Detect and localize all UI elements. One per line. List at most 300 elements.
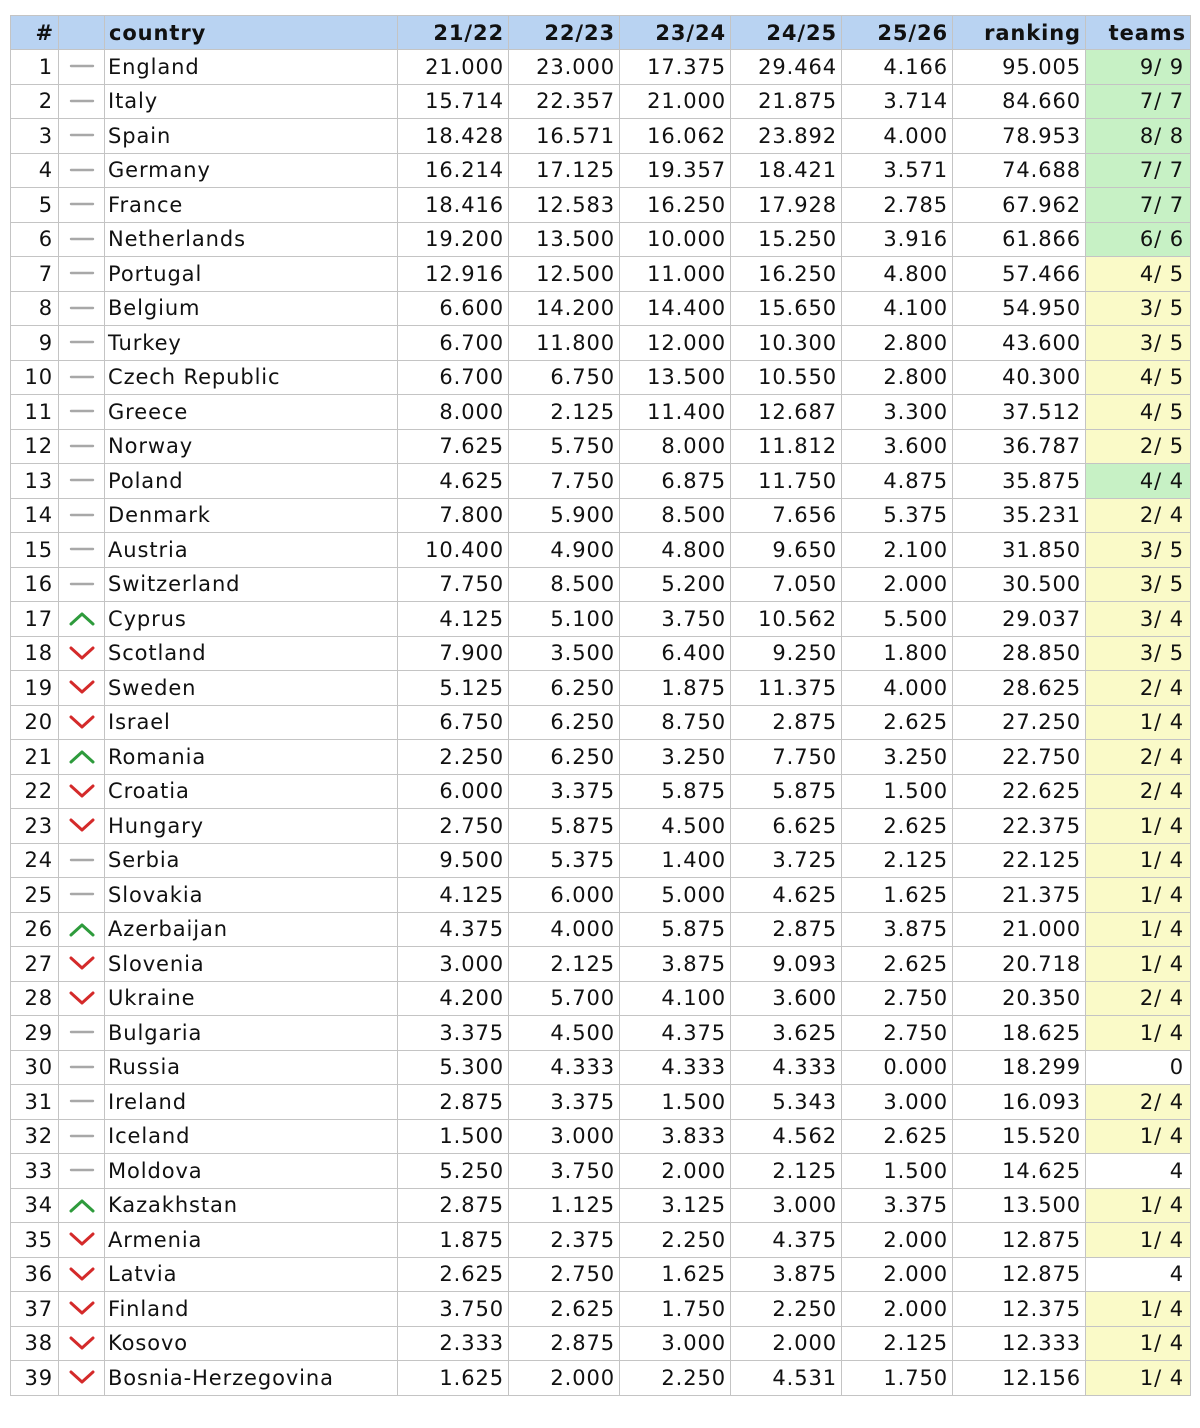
rank-cell: 35 bbox=[11, 1223, 59, 1258]
ranking-cell: 22.375 bbox=[953, 809, 1086, 844]
score-2223-cell: 5.100 bbox=[509, 602, 620, 637]
score-2223-cell: 3.500 bbox=[509, 636, 620, 671]
trend-cell bbox=[59, 464, 105, 499]
score-2526-cell: 2.750 bbox=[842, 981, 953, 1016]
table-row[interactable] bbox=[11, 1223, 1191, 1258]
score-2122-cell: 7.800 bbox=[398, 498, 509, 533]
score-2223-cell: 2.125 bbox=[509, 395, 620, 430]
score-2324-cell: 2.000 bbox=[620, 1154, 731, 1189]
ranking-cell: 14.625 bbox=[953, 1154, 1086, 1189]
score-2526-cell: 2.000 bbox=[842, 1292, 953, 1327]
rank-cell: 27 bbox=[11, 947, 59, 982]
dash-icon bbox=[69, 504, 95, 528]
score-2526-cell: 2.100 bbox=[842, 533, 953, 568]
score-2223-cell: 4.000 bbox=[509, 912, 620, 947]
ranking-cell: 12.875 bbox=[953, 1223, 1086, 1258]
score-2526-cell: 4.000 bbox=[842, 671, 953, 706]
score-2223-cell: 4.500 bbox=[509, 1016, 620, 1051]
arrow-down-icon bbox=[69, 1366, 95, 1390]
table-row[interactable] bbox=[11, 188, 1191, 223]
ranking-cell: 37.512 bbox=[953, 395, 1086, 430]
dash-icon bbox=[69, 159, 95, 183]
trend-cell bbox=[59, 636, 105, 671]
trend-cell bbox=[59, 1119, 105, 1154]
score-2223-cell: 5.375 bbox=[509, 843, 620, 878]
score-2526-cell: 3.600 bbox=[842, 429, 953, 464]
score-2526-cell: 2.800 bbox=[842, 360, 953, 395]
score-2425-cell: 10.550 bbox=[731, 360, 842, 395]
teams-cell: 1/ 4 bbox=[1086, 1016, 1191, 1051]
country-cell: Scotland bbox=[105, 636, 398, 671]
score-2122-cell: 2.250 bbox=[398, 740, 509, 775]
table-row[interactable] bbox=[11, 843, 1191, 878]
ranking-cell: 12.375 bbox=[953, 1292, 1086, 1327]
rank-cell: 4 bbox=[11, 153, 59, 188]
score-2425-cell: 2.250 bbox=[731, 1292, 842, 1327]
score-2526-cell: 3.714 bbox=[842, 84, 953, 119]
score-2324-cell: 16.062 bbox=[620, 119, 731, 154]
table-row[interactable] bbox=[11, 912, 1191, 947]
score-2324-cell: 5.875 bbox=[620, 912, 731, 947]
dash-icon bbox=[69, 1021, 95, 1045]
rank-cell: 28 bbox=[11, 981, 59, 1016]
score-2324-cell: 1.875 bbox=[620, 671, 731, 706]
country-cell: Slovenia bbox=[105, 947, 398, 982]
arrow-down-icon bbox=[69, 987, 95, 1011]
table-row[interactable] bbox=[11, 1050, 1191, 1085]
score-2425-cell: 29.464 bbox=[731, 50, 842, 85]
score-2324-cell: 1.400 bbox=[620, 843, 731, 878]
trend-cell bbox=[59, 188, 105, 223]
score-2223-cell: 8.500 bbox=[509, 567, 620, 602]
rank-cell: 11 bbox=[11, 395, 59, 430]
table-row[interactable] bbox=[11, 360, 1191, 395]
score-2425-cell: 3.875 bbox=[731, 1257, 842, 1292]
teams-cell: 1/ 4 bbox=[1086, 705, 1191, 740]
score-2324-cell: 1.500 bbox=[620, 1085, 731, 1120]
score-2526-cell: 2.800 bbox=[842, 326, 953, 361]
score-2324-cell: 4.333 bbox=[620, 1050, 731, 1085]
header-2425[interactable]: 24/25 bbox=[731, 16, 842, 50]
score-2223-cell: 1.125 bbox=[509, 1188, 620, 1223]
ranking-cell: 28.850 bbox=[953, 636, 1086, 671]
score-2526-cell: 3.916 bbox=[842, 222, 953, 257]
score-2425-cell: 17.928 bbox=[731, 188, 842, 223]
trend-cell bbox=[59, 705, 105, 740]
table-row[interactable] bbox=[11, 1154, 1191, 1189]
rank-cell: 9 bbox=[11, 326, 59, 361]
ranking-cell: 12.156 bbox=[953, 1361, 1086, 1396]
rank-cell: 15 bbox=[11, 533, 59, 568]
dash-icon bbox=[69, 400, 95, 424]
trend-cell bbox=[59, 50, 105, 85]
dash-icon bbox=[69, 124, 95, 148]
table-row[interactable] bbox=[11, 705, 1191, 740]
ranking-cell: 74.688 bbox=[953, 153, 1086, 188]
teams-cell: 4/ 5 bbox=[1086, 257, 1191, 292]
score-2223-cell: 16.571 bbox=[509, 119, 620, 154]
table-row[interactable] bbox=[11, 291, 1191, 326]
teams-cell: 1/ 4 bbox=[1086, 878, 1191, 913]
country-cell: Netherlands bbox=[105, 222, 398, 257]
table-row[interactable] bbox=[11, 602, 1191, 637]
teams-cell: 1/ 4 bbox=[1086, 1292, 1191, 1327]
country-cell: Germany bbox=[105, 153, 398, 188]
country-cell: Sweden bbox=[105, 671, 398, 706]
table-row[interactable] bbox=[11, 809, 1191, 844]
country-cell: Israel bbox=[105, 705, 398, 740]
table-row[interactable] bbox=[11, 533, 1191, 568]
trend-cell bbox=[59, 1326, 105, 1361]
score-2425-cell: 3.600 bbox=[731, 981, 842, 1016]
teams-cell: 1/ 4 bbox=[1086, 1326, 1191, 1361]
score-2122-cell: 6.000 bbox=[398, 774, 509, 809]
dash-icon bbox=[69, 331, 95, 355]
country-cell: Armenia bbox=[105, 1223, 398, 1258]
score-2223-cell: 12.583 bbox=[509, 188, 620, 223]
teams-cell: 3/ 5 bbox=[1086, 533, 1191, 568]
trend-cell bbox=[59, 222, 105, 257]
score-2324-cell: 10.000 bbox=[620, 222, 731, 257]
table-row[interactable] bbox=[11, 429, 1191, 464]
table-row[interactable] bbox=[11, 326, 1191, 361]
trend-cell bbox=[59, 84, 105, 119]
teams-cell: 2/ 4 bbox=[1086, 1085, 1191, 1120]
table-row[interactable] bbox=[11, 498, 1191, 533]
trend-cell bbox=[59, 602, 105, 637]
header-2526[interactable]: 25/26 bbox=[842, 16, 953, 50]
score-2223-cell: 17.125 bbox=[509, 153, 620, 188]
arrow-down-icon bbox=[69, 1228, 95, 1252]
score-2425-cell: 2.875 bbox=[731, 705, 842, 740]
score-2526-cell: 0.000 bbox=[842, 1050, 953, 1085]
score-2526-cell: 2.000 bbox=[842, 567, 953, 602]
trend-cell bbox=[59, 774, 105, 809]
country-cell: Moldova bbox=[105, 1154, 398, 1189]
ranking-cell: 36.787 bbox=[953, 429, 1086, 464]
score-2324-cell: 4.100 bbox=[620, 981, 731, 1016]
teams-cell: 1/ 4 bbox=[1086, 1361, 1191, 1396]
ranking-cell: 20.350 bbox=[953, 981, 1086, 1016]
teams-cell: 6/ 6 bbox=[1086, 222, 1191, 257]
rank-cell: 34 bbox=[11, 1188, 59, 1223]
rank-cell: 21 bbox=[11, 740, 59, 775]
score-2223-cell: 2.875 bbox=[509, 1326, 620, 1361]
table-row[interactable] bbox=[11, 257, 1191, 292]
header-2122[interactable]: 21/22 bbox=[398, 16, 509, 50]
score-2425-cell: 9.093 bbox=[731, 947, 842, 982]
country-cell: Finland bbox=[105, 1292, 398, 1327]
score-2223-cell: 14.200 bbox=[509, 291, 620, 326]
score-2122-cell: 9.500 bbox=[398, 843, 509, 878]
rank-cell: 24 bbox=[11, 843, 59, 878]
table-row[interactable] bbox=[11, 774, 1191, 809]
score-2526-cell: 3.875 bbox=[842, 912, 953, 947]
country-cell: Norway bbox=[105, 429, 398, 464]
score-2223-cell: 4.900 bbox=[509, 533, 620, 568]
header-2223[interactable]: 22/23 bbox=[509, 16, 620, 50]
score-2425-cell: 3.000 bbox=[731, 1188, 842, 1223]
score-2526-cell: 1.625 bbox=[842, 878, 953, 913]
ranking-cell: 16.093 bbox=[953, 1085, 1086, 1120]
trend-cell bbox=[59, 119, 105, 154]
header-ranking[interactable]: ranking bbox=[953, 16, 1086, 50]
table-row[interactable] bbox=[11, 395, 1191, 430]
ranking-cell: 12.333 bbox=[953, 1326, 1086, 1361]
trend-cell bbox=[59, 291, 105, 326]
score-2122-cell: 1.500 bbox=[398, 1119, 509, 1154]
dash-icon bbox=[69, 90, 95, 114]
score-2526-cell: 4.800 bbox=[842, 257, 953, 292]
score-2324-cell: 13.500 bbox=[620, 360, 731, 395]
score-2122-cell: 6.600 bbox=[398, 291, 509, 326]
country-cell: Italy bbox=[105, 84, 398, 119]
country-cell: Latvia bbox=[105, 1257, 398, 1292]
country-cell: Switzerland bbox=[105, 567, 398, 602]
country-cell: Turkey bbox=[105, 326, 398, 361]
score-2122-cell: 21.000 bbox=[398, 50, 509, 85]
rank-cell: 3 bbox=[11, 119, 59, 154]
teams-cell: 1/ 4 bbox=[1086, 1188, 1191, 1223]
header-rank[interactable]: # bbox=[11, 16, 59, 50]
score-2425-cell: 16.250 bbox=[731, 257, 842, 292]
score-2223-cell: 23.000 bbox=[509, 50, 620, 85]
score-2425-cell: 3.625 bbox=[731, 1016, 842, 1051]
table-row[interactable] bbox=[11, 50, 1191, 85]
teams-cell: 7/ 7 bbox=[1086, 153, 1191, 188]
trend-cell bbox=[59, 981, 105, 1016]
ranking-cell: 54.950 bbox=[953, 291, 1086, 326]
trend-cell bbox=[59, 257, 105, 292]
score-2122-cell: 7.750 bbox=[398, 567, 509, 602]
teams-cell: 1/ 4 bbox=[1086, 1223, 1191, 1258]
teams-cell: 2/ 4 bbox=[1086, 671, 1191, 706]
table-row[interactable] bbox=[11, 1119, 1191, 1154]
score-2223-cell: 5.700 bbox=[509, 981, 620, 1016]
dash-icon bbox=[69, 1159, 95, 1183]
score-2425-cell: 10.300 bbox=[731, 326, 842, 361]
country-cell: Azerbaijan bbox=[105, 912, 398, 947]
rank-cell: 10 bbox=[11, 360, 59, 395]
score-2425-cell: 18.421 bbox=[731, 153, 842, 188]
score-2223-cell: 5.875 bbox=[509, 809, 620, 844]
score-2526-cell: 2.000 bbox=[842, 1223, 953, 1258]
table-row[interactable] bbox=[11, 947, 1191, 982]
country-cell: Slovakia bbox=[105, 878, 398, 913]
ranking-cell: 27.250 bbox=[953, 705, 1086, 740]
score-2324-cell: 5.000 bbox=[620, 878, 731, 913]
ranking-cell: 43.600 bbox=[953, 326, 1086, 361]
country-cell: Romania bbox=[105, 740, 398, 775]
teams-cell: 1/ 4 bbox=[1086, 1119, 1191, 1154]
score-2425-cell: 7.750 bbox=[731, 740, 842, 775]
score-2122-cell: 6.750 bbox=[398, 705, 509, 740]
rank-cell: 29 bbox=[11, 1016, 59, 1051]
score-2425-cell: 2.000 bbox=[731, 1326, 842, 1361]
header-country[interactable]: country bbox=[105, 16, 398, 50]
rank-cell: 20 bbox=[11, 705, 59, 740]
arrow-up-icon bbox=[69, 745, 95, 769]
score-2425-cell: 4.562 bbox=[731, 1119, 842, 1154]
score-2324-cell: 4.375 bbox=[620, 1016, 731, 1051]
dash-icon bbox=[69, 366, 95, 390]
table-row[interactable] bbox=[11, 119, 1191, 154]
score-2122-cell: 15.714 bbox=[398, 84, 509, 119]
table-row[interactable] bbox=[11, 981, 1191, 1016]
trend-cell bbox=[59, 1085, 105, 1120]
dash-icon bbox=[69, 262, 95, 286]
table-row[interactable] bbox=[11, 878, 1191, 913]
table-row[interactable] bbox=[11, 1016, 1191, 1051]
score-2122-cell: 5.125 bbox=[398, 671, 509, 706]
ranking-cell: 22.750 bbox=[953, 740, 1086, 775]
header-teams[interactable]: teams bbox=[1086, 16, 1191, 50]
table-row[interactable] bbox=[11, 464, 1191, 499]
teams-cell: 4/ 5 bbox=[1086, 360, 1191, 395]
score-2122-cell: 3.750 bbox=[398, 1292, 509, 1327]
table-row[interactable] bbox=[11, 671, 1191, 706]
country-cell: Kosovo bbox=[105, 1326, 398, 1361]
score-2425-cell: 9.650 bbox=[731, 533, 842, 568]
arrow-down-icon bbox=[69, 711, 95, 735]
score-2324-cell: 11.000 bbox=[620, 257, 731, 292]
rank-cell: 18 bbox=[11, 636, 59, 671]
score-2122-cell: 12.916 bbox=[398, 257, 509, 292]
rank-cell: 38 bbox=[11, 1326, 59, 1361]
ranking-cell: 40.300 bbox=[953, 360, 1086, 395]
arrow-down-icon bbox=[69, 642, 95, 666]
table-row[interactable] bbox=[11, 222, 1191, 257]
score-2223-cell: 11.800 bbox=[509, 326, 620, 361]
score-2425-cell: 21.875 bbox=[731, 84, 842, 119]
table-row[interactable] bbox=[11, 1326, 1191, 1361]
dash-icon bbox=[69, 435, 95, 459]
score-2223-cell: 3.000 bbox=[509, 1119, 620, 1154]
ranking-cell: 30.500 bbox=[953, 567, 1086, 602]
ranking-cell: 61.866 bbox=[953, 222, 1086, 257]
score-2526-cell: 3.300 bbox=[842, 395, 953, 430]
score-2324-cell: 12.000 bbox=[620, 326, 731, 361]
score-2324-cell: 11.400 bbox=[620, 395, 731, 430]
score-2425-cell: 7.050 bbox=[731, 567, 842, 602]
score-2324-cell: 6.875 bbox=[620, 464, 731, 499]
ranking-cell: 21.000 bbox=[953, 912, 1086, 947]
score-2526-cell: 5.500 bbox=[842, 602, 953, 637]
score-2425-cell: 4.531 bbox=[731, 1361, 842, 1396]
score-2122-cell: 4.125 bbox=[398, 878, 509, 913]
ranking-cell: 18.299 bbox=[953, 1050, 1086, 1085]
table-row[interactable] bbox=[11, 1292, 1191, 1327]
teams-cell: 3/ 5 bbox=[1086, 291, 1191, 326]
score-2324-cell: 3.250 bbox=[620, 740, 731, 775]
rank-cell: 31 bbox=[11, 1085, 59, 1120]
header-2324[interactable]: 23/24 bbox=[620, 16, 731, 50]
score-2223-cell: 2.125 bbox=[509, 947, 620, 982]
table-row[interactable] bbox=[11, 1257, 1191, 1292]
score-2223-cell: 2.750 bbox=[509, 1257, 620, 1292]
teams-cell: 4 bbox=[1086, 1257, 1191, 1292]
table-row[interactable] bbox=[11, 567, 1191, 602]
table-row[interactable] bbox=[11, 84, 1191, 119]
score-2122-cell: 4.200 bbox=[398, 981, 509, 1016]
score-2425-cell: 3.725 bbox=[731, 843, 842, 878]
table-row[interactable] bbox=[11, 1188, 1191, 1223]
country-cell: Bulgaria bbox=[105, 1016, 398, 1051]
score-2425-cell: 2.125 bbox=[731, 1154, 842, 1189]
country-cell: Czech Republic bbox=[105, 360, 398, 395]
score-2122-cell: 18.416 bbox=[398, 188, 509, 223]
table-row[interactable] bbox=[11, 1361, 1191, 1396]
score-2526-cell: 2.125 bbox=[842, 843, 953, 878]
score-2526-cell: 2.625 bbox=[842, 947, 953, 982]
ranking-cell: 35.875 bbox=[953, 464, 1086, 499]
score-2223-cell: 6.250 bbox=[509, 740, 620, 775]
ranking-cell: 13.500 bbox=[953, 1188, 1086, 1223]
arrow-down-icon bbox=[69, 952, 95, 976]
table-row[interactable] bbox=[11, 1085, 1191, 1120]
score-2425-cell: 7.656 bbox=[731, 498, 842, 533]
dash-icon bbox=[69, 297, 95, 321]
ranking-cell: 57.466 bbox=[953, 257, 1086, 292]
ranking-cell: 67.962 bbox=[953, 188, 1086, 223]
score-2223-cell: 4.333 bbox=[509, 1050, 620, 1085]
score-2324-cell: 1.625 bbox=[620, 1257, 731, 1292]
score-2425-cell: 6.625 bbox=[731, 809, 842, 844]
teams-cell: 3/ 5 bbox=[1086, 636, 1191, 671]
score-2223-cell: 2.000 bbox=[509, 1361, 620, 1396]
rank-cell: 6 bbox=[11, 222, 59, 257]
rank-cell: 14 bbox=[11, 498, 59, 533]
score-2526-cell: 2.625 bbox=[842, 705, 953, 740]
score-2122-cell: 5.300 bbox=[398, 1050, 509, 1085]
score-2223-cell: 6.000 bbox=[509, 878, 620, 913]
teams-cell: 2/ 4 bbox=[1086, 498, 1191, 533]
trend-cell bbox=[59, 567, 105, 602]
table-row[interactable] bbox=[11, 740, 1191, 775]
dash-icon bbox=[69, 1056, 95, 1080]
country-cell: Croatia bbox=[105, 774, 398, 809]
teams-cell: 2/ 5 bbox=[1086, 429, 1191, 464]
header-trend[interactable] bbox=[59, 16, 105, 50]
country-cell: Belgium bbox=[105, 291, 398, 326]
score-2526-cell: 4.875 bbox=[842, 464, 953, 499]
trend-cell bbox=[59, 740, 105, 775]
dash-icon bbox=[69, 538, 95, 562]
teams-cell: 1/ 4 bbox=[1086, 947, 1191, 982]
table-row[interactable] bbox=[11, 153, 1191, 188]
teams-cell: 2/ 4 bbox=[1086, 774, 1191, 809]
dash-icon bbox=[69, 883, 95, 907]
trend-cell bbox=[59, 326, 105, 361]
rank-cell: 39 bbox=[11, 1361, 59, 1396]
teams-cell: 7/ 7 bbox=[1086, 188, 1191, 223]
dash-icon bbox=[69, 55, 95, 79]
score-2122-cell: 2.875 bbox=[398, 1188, 509, 1223]
score-2122-cell: 4.375 bbox=[398, 912, 509, 947]
score-2122-cell: 7.900 bbox=[398, 636, 509, 671]
score-2526-cell: 3.571 bbox=[842, 153, 953, 188]
table-row[interactable] bbox=[11, 636, 1191, 671]
score-2122-cell: 10.400 bbox=[398, 533, 509, 568]
score-2526-cell: 2.125 bbox=[842, 1326, 953, 1361]
country-cell: Russia bbox=[105, 1050, 398, 1085]
teams-cell: 4 bbox=[1086, 1154, 1191, 1189]
score-2324-cell: 6.400 bbox=[620, 636, 731, 671]
dash-icon bbox=[69, 573, 95, 597]
dash-icon bbox=[69, 849, 95, 873]
rank-cell: 36 bbox=[11, 1257, 59, 1292]
teams-cell: 9/ 9 bbox=[1086, 50, 1191, 85]
